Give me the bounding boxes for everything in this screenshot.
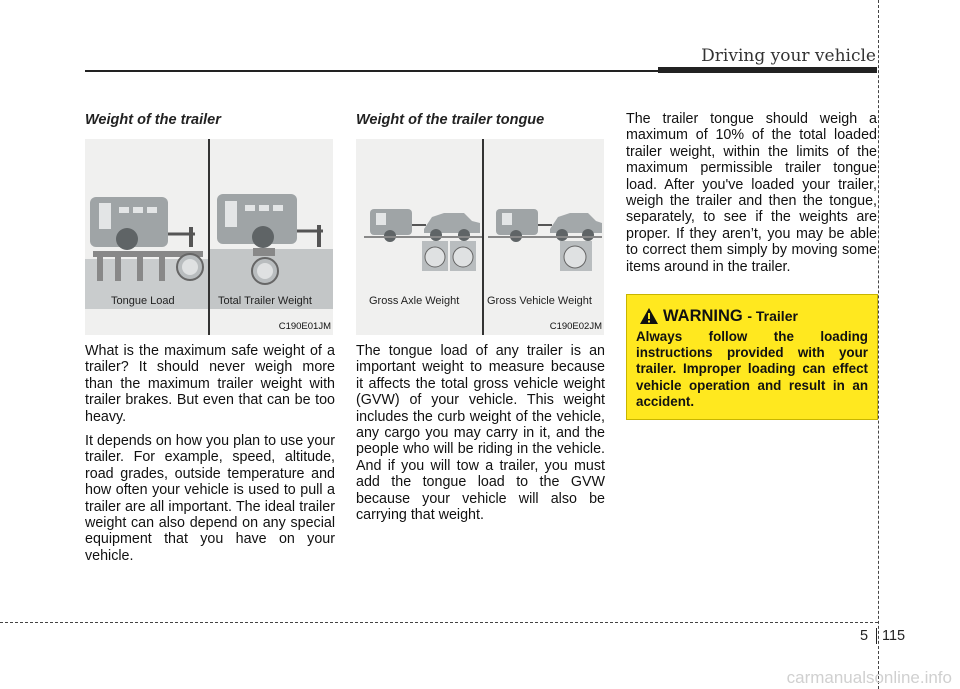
left-body: [85, 343, 335, 572]
heading-weight-of-trailer: Weight of the trailer: [85, 112, 221, 128]
section-title: Driving your vehicle: [701, 46, 876, 66]
right-body: [626, 111, 877, 283]
middle-body: [356, 343, 605, 531]
page-number-separator: [876, 628, 877, 644]
figure-divider: [482, 139, 484, 335]
warning-text: Always follow the loading instructions provided with your trailer. Improper loading can effect vehicle operation and result in an accident.: [636, 329, 868, 409]
paragraph: The tongue load of any trailer is an important weight to measure because it affects the total gross vehicle weight (GVW) of your vehicle. This weight includes the curb weight of the vehicle, any cargo you may carry in it, and the people who will be riding in the vehicle. And if you will tow a trailer, you must add the tongue load to the GVW because your vehicle will also be carrying that weight.: [356, 343, 605, 524]
figure-code: C190E02JM: [549, 321, 602, 332]
header-rule-accent: [658, 67, 877, 73]
footer-dashed-rule: [0, 622, 878, 623]
label-tongue-load: Tongue Load: [111, 295, 175, 307]
watermark: carmanualsonline.info: [786, 668, 952, 687]
label-gross-axle-weight: Gross Axle Weight: [369, 295, 460, 307]
warning-title-text: WARNING: [663, 307, 743, 325]
warning-box: [626, 294, 878, 420]
page-number: 115: [882, 628, 906, 644]
figure-tongue-weight: [356, 139, 604, 335]
chapter-number: 5: [860, 628, 869, 644]
figure-trailer-weight: [85, 139, 333, 335]
crop-dashed-rule: [878, 0, 879, 689]
label-total-trailer-weight: Total Trailer Weight: [218, 295, 312, 307]
warning-subtitle: - Trailer: [747, 308, 798, 324]
figure-divider: [208, 139, 210, 335]
warning-title: [663, 307, 798, 326]
figure-code: C190E01JM: [278, 321, 331, 332]
paragraph: The trailer tongue should weigh a maximum of 10% of the total loaded trailer weight, within the limits of the maximum permissible trailer tongue load. After you've loaded your trailer, weigh the trailer and then the tongue, separately, to see if the weights are proper. If they aren’t, you may be able to correct them simply by moving some items around in the trailer.: [626, 111, 877, 275]
paragraph: What is the maximum safe weight of a trailer? It should never weigh more than the maximum trailer weight with trailer brakes. But even that can be too heavy.: [85, 343, 335, 425]
warning-triangle-icon: [639, 307, 659, 325]
paragraph: It depends on how you plan to use your trailer. For example, speed, altitude, road grades, outside temperature and how often your vehicle is used to pull a trailer are all important. The ideal trailer weight can also depend on any special equipment that you have on your vehicle.: [85, 433, 335, 564]
label-gross-vehicle-weight: Gross Vehicle Weight: [487, 295, 592, 307]
heading-weight-of-tongue: Weight of the trailer tongue: [356, 112, 545, 128]
